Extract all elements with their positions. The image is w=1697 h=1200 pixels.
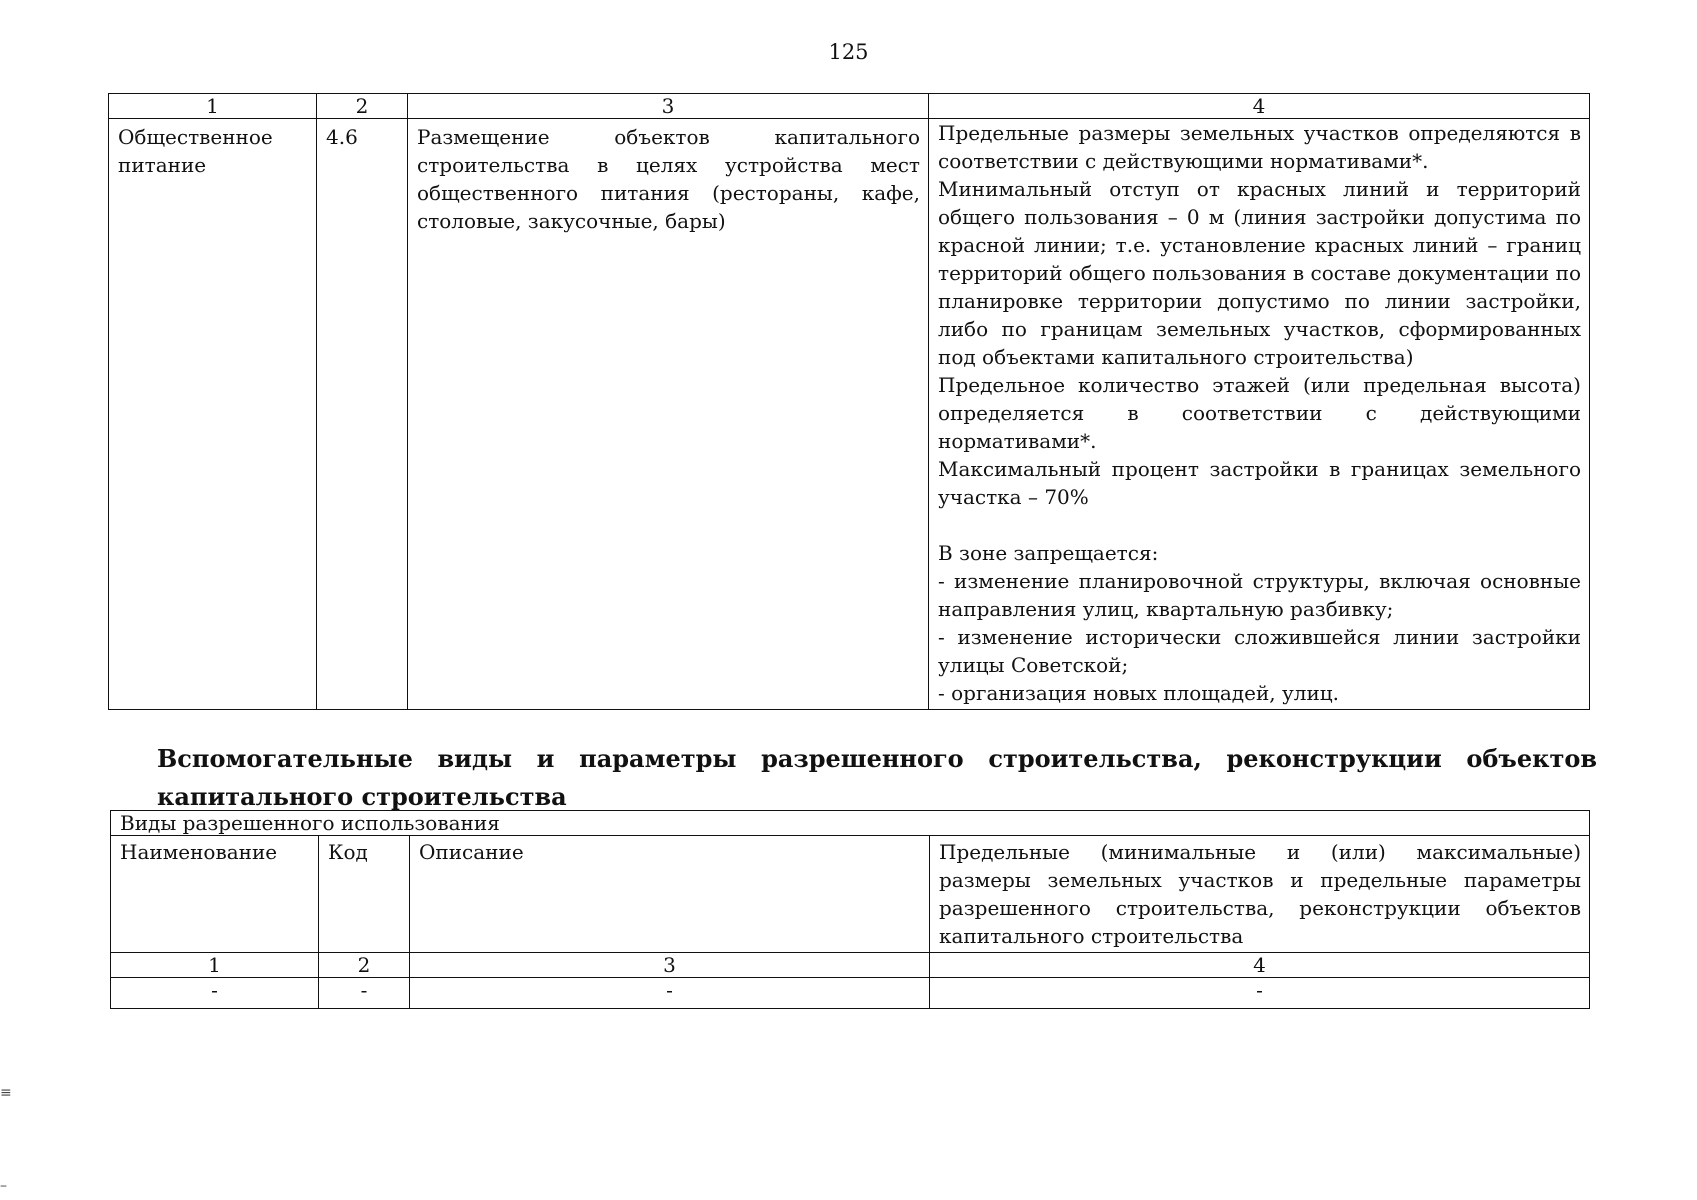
page-number: 125 xyxy=(828,40,869,64)
param-floors: Предельное количество этажей (или предельная высота) определяется в соответствии с действующими нормативами*. xyxy=(938,373,1581,453)
use-name-cell: Общественное питание xyxy=(109,119,317,710)
main-table-row xyxy=(109,119,1590,710)
blank-line xyxy=(938,511,1581,539)
use-params-cell xyxy=(929,119,1590,710)
aux-col-description: Описание xyxy=(410,836,930,953)
prohibited-item-3: - организация новых площадей, улиц. xyxy=(938,681,1340,705)
param-max-size: Предельные размеры земельных участков определяются в соответствии с действующими нормативами*. xyxy=(938,121,1581,173)
main-header-col-1: 1 xyxy=(109,94,317,119)
aux-number-2: 2 xyxy=(319,953,410,978)
margin-mark-1: ≡ xyxy=(0,1085,12,1101)
aux-group-header: Виды разрешенного использования xyxy=(111,811,1590,836)
aux-row-description: - xyxy=(410,978,930,1009)
aux-table xyxy=(110,810,1590,1009)
main-header-col-4: 4 xyxy=(929,94,1590,119)
param-setback: Минимальный отступ от красных линий и территорий общего пользования – 0 м (линия застройки допустима по красной линии; т.е. установление красных линий – границ территорий общего пользования в составе документации по планировке территории допустимо по линии застройки, либо по границам земельных участков, сформированных под объектами капитального строительства) xyxy=(938,177,1581,369)
aux-data-row xyxy=(111,978,1590,1009)
aux-numbers-row xyxy=(111,953,1590,978)
prohibited-title: В зоне запрещается: xyxy=(938,541,1159,565)
prohibited-item-2: - изменение исторически сложившейся линии застройки улицы Советской; xyxy=(938,625,1581,677)
aux-row-name: - xyxy=(111,978,319,1009)
main-table-header-row xyxy=(109,94,1590,119)
aux-row-code: - xyxy=(319,978,410,1009)
aux-columns-row xyxy=(111,836,1590,953)
margin-mark-2: – xyxy=(0,1178,7,1194)
aux-col-params: Предельные (минимальные и (или) максимальные) размеры земельных участков и предельные параметры разрешенного строительства, реконструкции объектов капитального строительства xyxy=(930,836,1590,953)
main-header-col-2: 2 xyxy=(317,94,408,119)
aux-col-name: Наименование xyxy=(111,836,319,953)
aux-number-1: 1 xyxy=(111,953,319,978)
use-description-cell: Размещение объектов капитального строительства в целях устройства мест общественного питания (рестораны, кафе, столовые, закусочные, бары) xyxy=(408,119,929,710)
param-coverage: Максимальный процент застройки в границах земельного участка – 70% xyxy=(938,457,1581,509)
aux-number-4: 4 xyxy=(930,953,1590,978)
prohibited-item-1: - изменение планировочной структуры, включая основные направления улиц, квартальную разбивку; xyxy=(938,569,1581,621)
main-table xyxy=(108,93,1590,710)
main-header-col-3: 3 xyxy=(408,94,929,119)
aux-group-header-row xyxy=(111,811,1590,836)
aux-row-params: - xyxy=(930,978,1590,1009)
use-code-cell: 4.6 xyxy=(317,119,408,710)
aux-number-3: 3 xyxy=(410,953,930,978)
aux-col-code: Код xyxy=(319,836,410,953)
section-heading: Вспомогательные виды и параметры разрешенного строительства, реконструкции объектов капитального строительства xyxy=(157,744,1597,811)
